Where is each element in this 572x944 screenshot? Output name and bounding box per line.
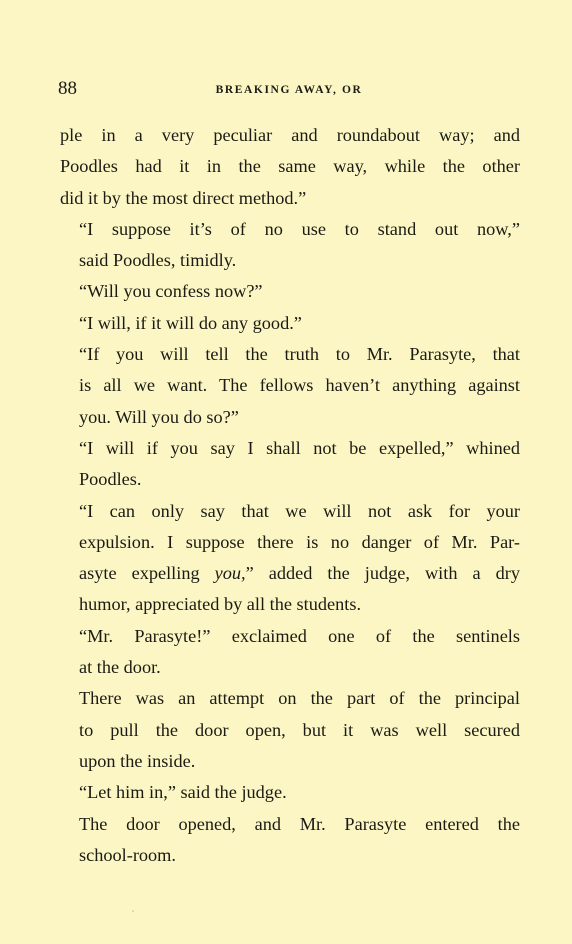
paper-speck — [132, 910, 134, 912]
text-line: “I suppose it’s of no use to stand out now,” — [79, 218, 520, 239]
text-line: “I can only say that we will not ask for your — [79, 500, 520, 521]
running-head: BREAKING AWAY, OR — [215, 84, 363, 96]
text-line: at the door. — [79, 657, 161, 678]
paragraph — [60, 308, 520, 339]
text-line: “Mr. Parasyte!” exclaimed one of the sentinels — [79, 625, 520, 646]
paragraph — [60, 339, 520, 433]
paragraph — [60, 809, 520, 872]
paragraph — [60, 496, 520, 621]
paragraph — [60, 433, 520, 496]
text-line: did it by the most direct method.” — [60, 187, 307, 208]
text-line: humor, appreciated by all the students. — [79, 594, 362, 615]
text-line: There was an attempt on the part of the principal — [79, 688, 520, 709]
text-line: Poodles. — [79, 469, 142, 490]
paragraph — [60, 683, 520, 777]
text-line: “Will you confess now?” — [79, 281, 263, 302]
text-fragment: ” added the judge, with a dry — [245, 563, 520, 584]
text-line: expulsion. I suppose there is no danger of Mr. Par- — [79, 531, 520, 552]
italic-word: you, — [214, 563, 246, 584]
paragraph — [60, 777, 520, 808]
text-line: upon the inside. — [79, 750, 196, 771]
text-line: to pull the door open, but it was well secured — [79, 719, 520, 740]
page-header — [58, 79, 520, 103]
text-line: school-room. — [79, 844, 176, 865]
text-line: “I will, if it will do any good.” — [79, 312, 302, 333]
text-line: ple in a very peculiar and roundabout way; and — [60, 125, 520, 145]
text-line: “If you will tell the truth to Mr. Parasyte, that — [79, 344, 520, 365]
paragraph — [60, 621, 520, 684]
paragraph — [60, 120, 520, 214]
text-line: you. Will you do so?” — [79, 406, 239, 427]
text-line: “I will if you say I shall not be expelled,” whined — [79, 437, 520, 458]
page-body-text — [60, 120, 520, 871]
page-number: 88 — [58, 78, 77, 99]
text-line: “Let him in,” said the judge. — [79, 782, 287, 803]
paragraph — [60, 276, 520, 307]
paragraph — [60, 214, 520, 277]
text-line: is all we want. The fellows haven’t anything against — [79, 375, 520, 396]
text-line: said Poodles, timidly. — [79, 250, 237, 271]
text-line: The door opened, and Mr. Parasyte entered the — [79, 813, 520, 834]
text-line-mixed — [60, 558, 520, 589]
text-line: Poodles had it in the same way, while the other — [60, 156, 520, 177]
text-fragment: asyte expelling — [79, 563, 215, 584]
